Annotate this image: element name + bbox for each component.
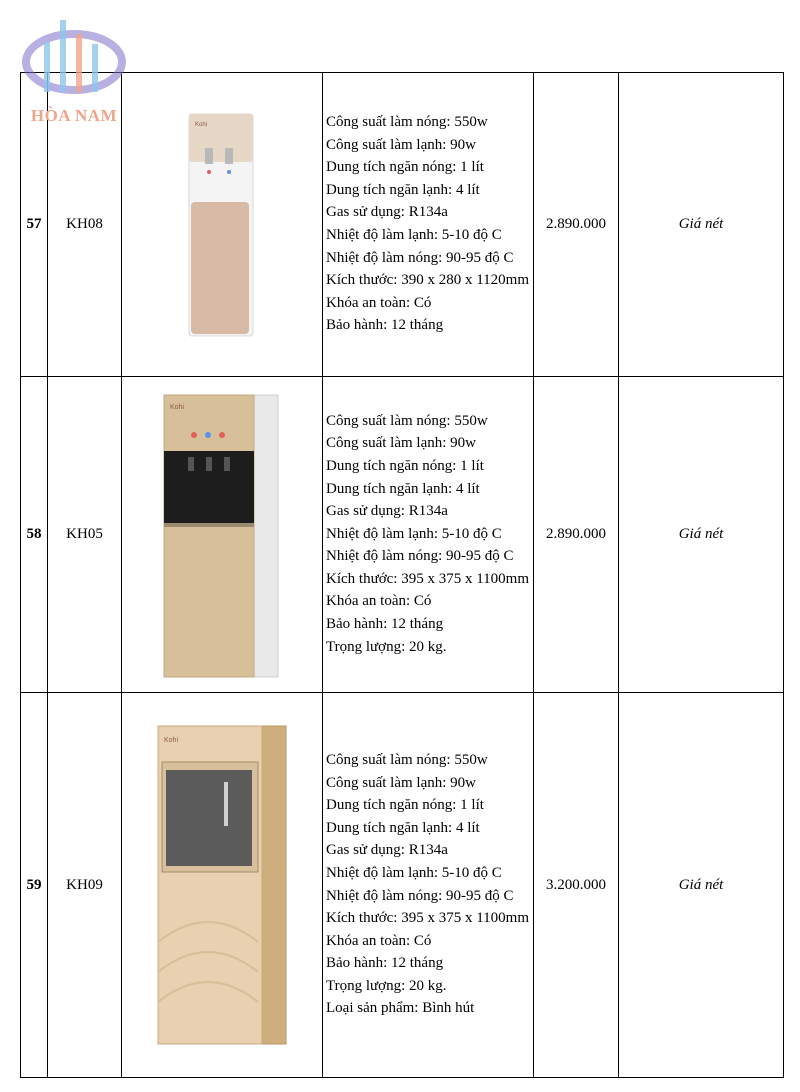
spec-line: Công suất làm lạnh: 90w (326, 435, 476, 452)
spec-line: Công suất làm lạnh: 90w (326, 774, 476, 791)
spec-line: Công suất làm nóng: 550w (326, 412, 488, 429)
water-dispenser-kh05-image (160, 391, 284, 679)
spec-line: Gas sử dụng: R134a (326, 503, 448, 520)
product-price: 3.200.000 (534, 693, 619, 1078)
brand-mark: Kohi (170, 403, 185, 411)
product-code: KH05 (48, 377, 122, 693)
table-row (21, 73, 784, 377)
product-image-cell (122, 73, 323, 377)
spec-line: Trọng lượng: 20 kg. (326, 638, 447, 655)
product-price: 2.890.000 (534, 73, 619, 377)
spec-line: Gas sử dụng: R134a (326, 204, 448, 221)
spec-line: Dung tích ngăn lạnh: 4 lít (326, 819, 480, 836)
spec-line: Dung tích ngăn nóng: 1 lít (326, 457, 484, 474)
spec-line: Trọng lượng: 20 kg. (326, 977, 447, 994)
spec-line: Kích thước: 395 x 375 x 1100mm (326, 910, 529, 927)
spec-line: Dung tích ngăn nóng: 1 lít (326, 159, 484, 176)
price-note: Giá nét (619, 693, 784, 1078)
spec-line: Dung tích ngăn nóng: 1 lít (326, 797, 484, 814)
spec-line: Kích thước: 395 x 375 x 1100mm (326, 570, 529, 587)
product-price: 2.890.000 (534, 377, 619, 693)
spec-line: Bảo hành: 12 tháng (326, 616, 444, 633)
product-specs (323, 73, 534, 377)
spec-line: Nhiệt độ làm nóng: 90-95 độ C (326, 887, 514, 904)
product-image-cell (122, 377, 323, 693)
spec-line: Nhiệt độ làm lạnh: 5-10 độ C (326, 864, 502, 881)
spec-line: Nhiệt độ làm lạnh: 5-10 độ C (326, 227, 502, 243)
spec-line: Dung tích ngăn lạnh: 4 lít (326, 480, 480, 497)
spec-line: Kích thước: 390 x 280 x 1120mm (326, 272, 529, 289)
spec-line: Loại sản phẩm: Bình hút (326, 1000, 475, 1017)
product-code: KH09 (48, 693, 122, 1078)
spec-line: Gas sử dụng: R134a (326, 842, 448, 859)
spec-line: Dung tích ngăn lạnh: 4 lít (326, 181, 480, 198)
spec-line: Công suất làm lạnh: 90w (326, 136, 476, 153)
spec-line: Khóa an toàn: Có (326, 932, 432, 949)
hoa-nam-logo (18, 12, 130, 124)
logo-text: HÒA NAM (30, 106, 118, 125)
brand-mark: Kohi (195, 121, 208, 128)
product-code: KH08 (48, 73, 122, 377)
product-specs (323, 377, 534, 693)
spec-line: Nhiệt độ làm nóng: 90-95 độ C (326, 548, 514, 565)
table-row (21, 377, 784, 693)
table-row (21, 693, 784, 1078)
water-dispenser-kh09-image (154, 722, 290, 1048)
product-image-cell (122, 693, 323, 1078)
spec-line: Khóa an toàn: Có (326, 294, 432, 311)
row-number: 59 (21, 693, 48, 1078)
spec-line: Nhiệt độ làm lạnh: 5-10 độ C (326, 525, 502, 542)
row-number: 58 (21, 377, 48, 693)
brand-mark: Kohi (164, 737, 179, 744)
water-dispenser-kh08-image (177, 112, 267, 338)
spec-line: Bảo hành: 12 tháng (326, 955, 444, 972)
price-note: Giá nét (619, 377, 784, 693)
product-specs (323, 693, 534, 1078)
product-table (20, 72, 784, 1078)
spec-line: Công suất làm nóng: 550w (326, 751, 488, 768)
spec-line: Nhiệt độ làm nóng: 90-95 độ C (326, 249, 514, 266)
spec-line: Công suất làm nóng: 550w (326, 114, 488, 131)
hoa-nam-logo-icon (18, 12, 130, 107)
spec-line: Khóa an toàn: Có (326, 593, 432, 610)
price-note: Giá nét (619, 73, 784, 377)
row-number: 57 (21, 73, 48, 377)
spec-line: Bảo hành: 12 tháng (326, 317, 444, 334)
